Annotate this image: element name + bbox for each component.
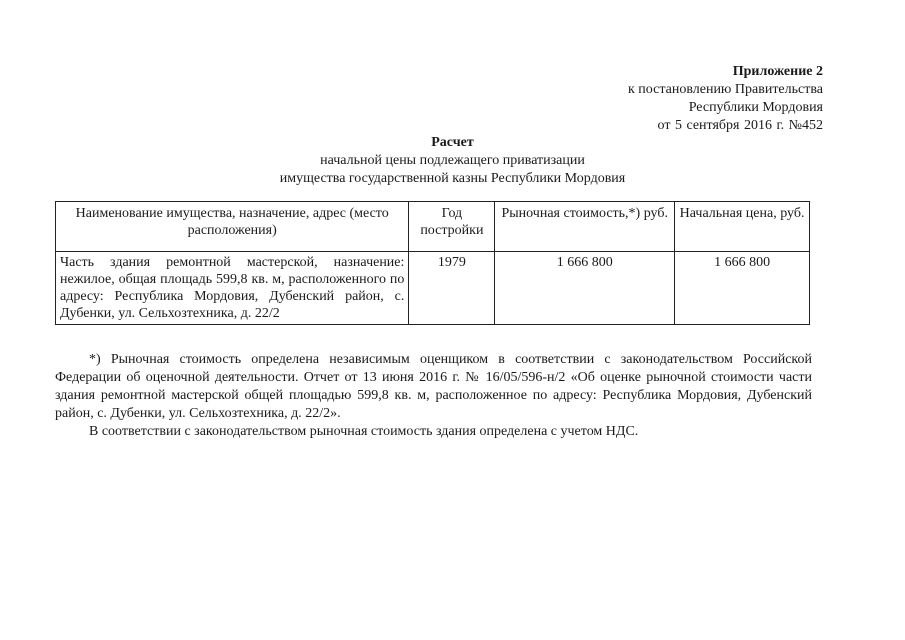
document-heading bbox=[0, 134, 905, 188]
heading-line-1: начальной цены подлежащего приватизации bbox=[320, 153, 585, 168]
appendix-title: Приложение 2 bbox=[732, 64, 823, 79]
footnote-text: *) Рыночная стоимость определена независимым оценщиком в соответствии с законодательством Российской Федерации об оценочной деятельности. Отчет от 13 июня 2016 г. № 16/05/596-н/2 «Об оценке рыночной стоимости части здания ремонтной мастерской общей площадью 599,8 кв. м, расположенное по адресу: Республика Мордовия, Дубенский район, с. Дубенки, ул. Сельхозтехника, д. 22/2». bbox=[55, 352, 812, 421]
heading-line-2: имущества государственной казны Республики Мордовия bbox=[279, 171, 626, 186]
appendix-date: от 5 сентября 2016 г. №452 bbox=[657, 118, 823, 133]
market-value-cell: 1 666 800 bbox=[495, 252, 675, 325]
notes-block bbox=[55, 351, 812, 441]
header-year-cell: Год постройки bbox=[409, 202, 495, 252]
initial-price-cell: 1 666 800 bbox=[675, 252, 810, 325]
appendix-line-1: к постановлению Правительства bbox=[627, 82, 823, 97]
property-description-cell: Часть здания ремонтной мастерской, назначение: нежилое, общая площадь 599,8 кв. м, расположенного по адресу: Республика Мордовия, Дубенский район, с. Дубенки, ул. Сельхозтехника, д. 22/2 bbox=[56, 252, 409, 325]
heading-title: Расчет bbox=[431, 135, 474, 150]
appendix-block bbox=[523, 63, 823, 135]
table-row bbox=[56, 252, 810, 325]
valuation-table bbox=[55, 201, 810, 325]
header-initial-price-cell: Начальная цена, руб. bbox=[675, 202, 810, 252]
header-market-value-cell: Рыночная стоимость,*) руб. bbox=[495, 202, 675, 252]
year-built-cell: 1979 bbox=[409, 252, 495, 325]
header-name-cell: Наименование имущества, назначение, адрес (место расположения) bbox=[56, 202, 409, 252]
table-header-row bbox=[56, 202, 810, 252]
vat-note-text: В соответствии с законодательством рыночная стоимость здания определена с учетом НДС. bbox=[89, 424, 639, 439]
appendix-line-2: Республики Мордовия bbox=[688, 100, 823, 115]
